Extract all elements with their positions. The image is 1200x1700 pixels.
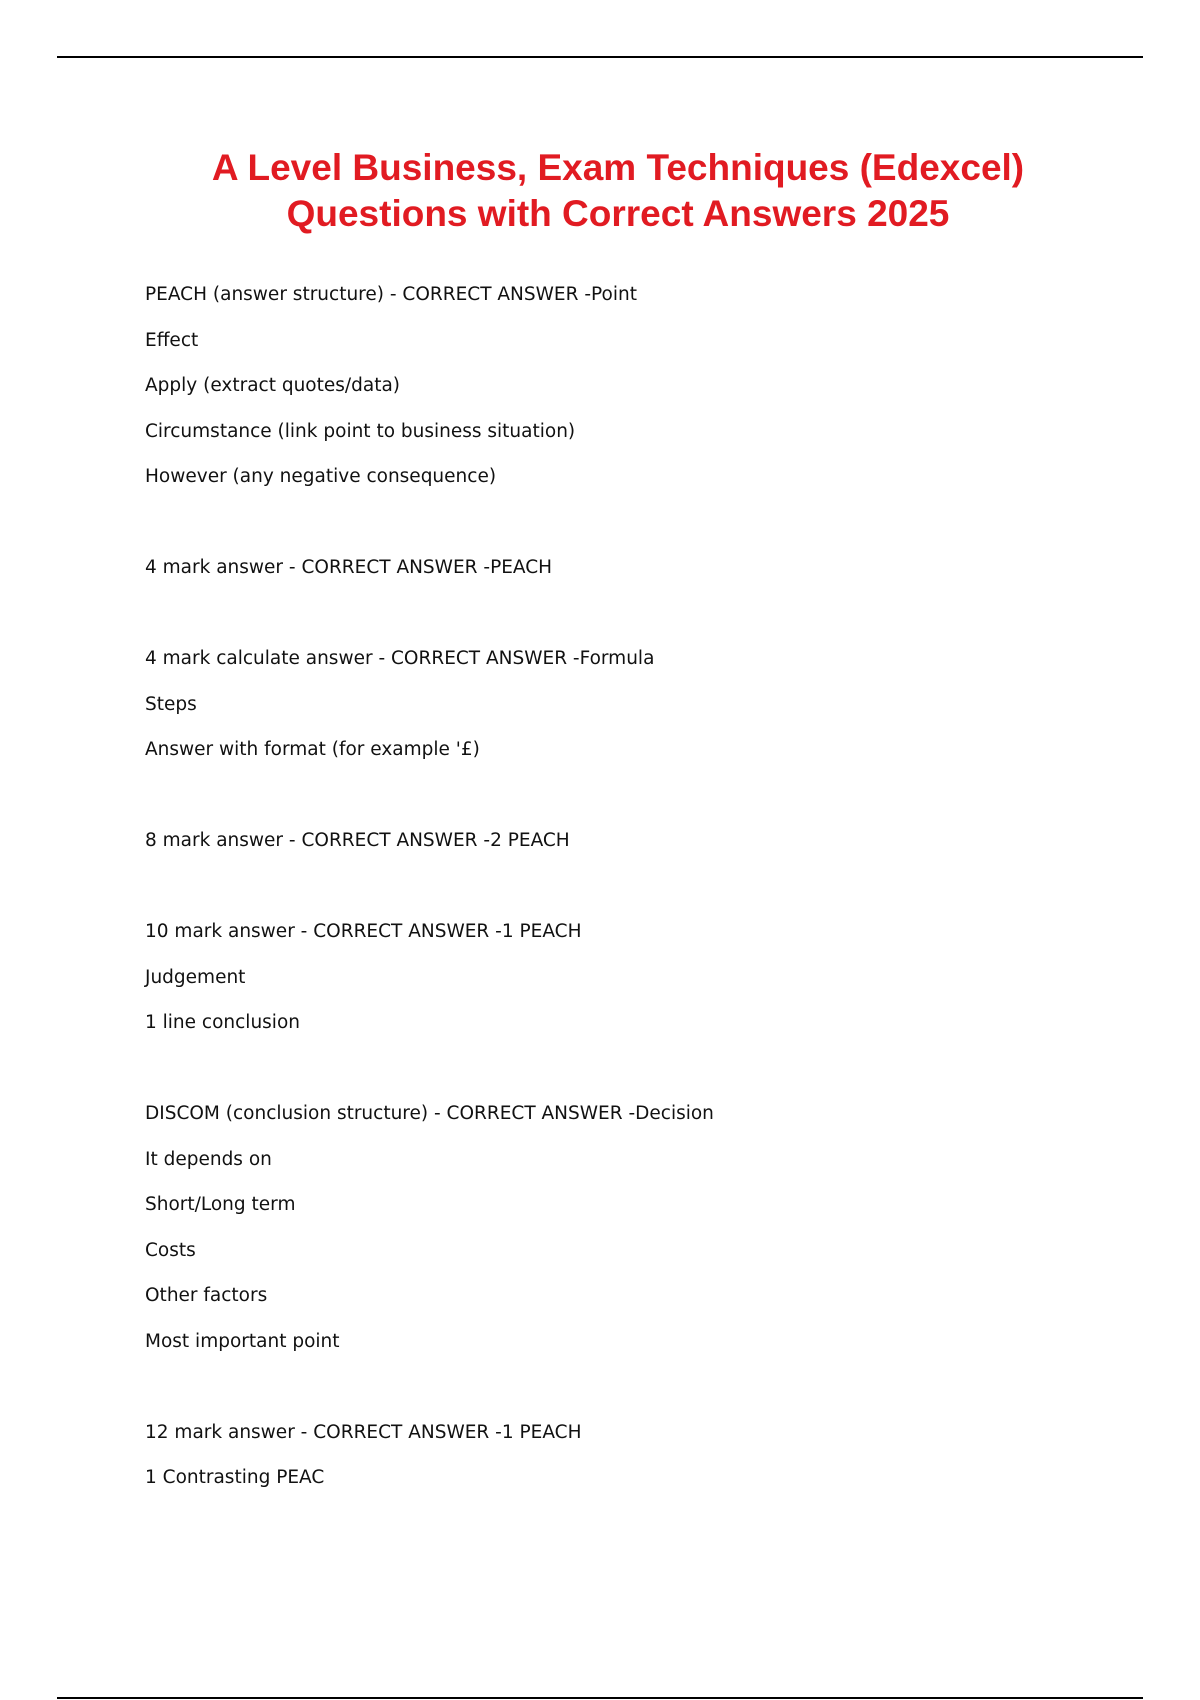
text-line: Most important point bbox=[145, 1330, 340, 1352]
text-line: DISCOM (conclusion structure) - CORRECT ANSWER -Decision bbox=[145, 1103, 714, 1124]
blank-line bbox=[145, 785, 1145, 831]
blank-line bbox=[145, 1058, 1145, 1104]
document-title bbox=[0, 145, 1200, 237]
text-line: 8 mark answer - CORRECT ANSWER -2 PEACH bbox=[145, 830, 570, 851]
blank-line bbox=[145, 603, 1145, 649]
text-line: 12 mark answer - CORRECT ANSWER -1 PEACH bbox=[145, 1421, 582, 1443]
document-body bbox=[145, 284, 1145, 1513]
text-line: However (any negative consequence) bbox=[145, 466, 497, 487]
bottom-rule bbox=[57, 1697, 1143, 1699]
text-line: 1 line conclusion bbox=[145, 1012, 300, 1033]
text-line: PEACH (answer structure) - CORRECT ANSWER -Point bbox=[145, 284, 637, 305]
text-line: 4 mark calculate answer - CORRECT ANSWER -Formula bbox=[145, 648, 655, 669]
title-line-1: A Level Business, Exam Techniques (Edexcel) bbox=[211, 147, 1025, 188]
text-line: Effect bbox=[145, 329, 199, 351]
text-line: 1 Contrasting PEAC bbox=[145, 1467, 325, 1488]
text-line: 10 mark answer - CORRECT ANSWER -1 PEACH bbox=[145, 921, 582, 942]
blank-line bbox=[145, 512, 1145, 558]
text-line: Judgement bbox=[145, 966, 246, 988]
text-line: Other factors bbox=[145, 1285, 268, 1306]
text-line: Answer with format (for example '£) bbox=[145, 739, 480, 760]
text-line: Circumstance (link point to business situation) bbox=[145, 420, 576, 442]
text-line: Steps bbox=[145, 693, 197, 715]
text-line: Apply (extract quotes/data) bbox=[145, 375, 401, 396]
title-line-2: Questions with Correct Answers 2025 bbox=[286, 193, 950, 234]
text-line: Short/Long term bbox=[145, 1194, 296, 1215]
top-rule bbox=[57, 56, 1143, 58]
text-line: Costs bbox=[145, 1239, 196, 1261]
blank-line bbox=[145, 1376, 1145, 1422]
text-line: 4 mark answer - CORRECT ANSWER -PEACH bbox=[145, 557, 553, 578]
text-line: It depends on bbox=[145, 1148, 272, 1170]
blank-line bbox=[145, 876, 1145, 922]
